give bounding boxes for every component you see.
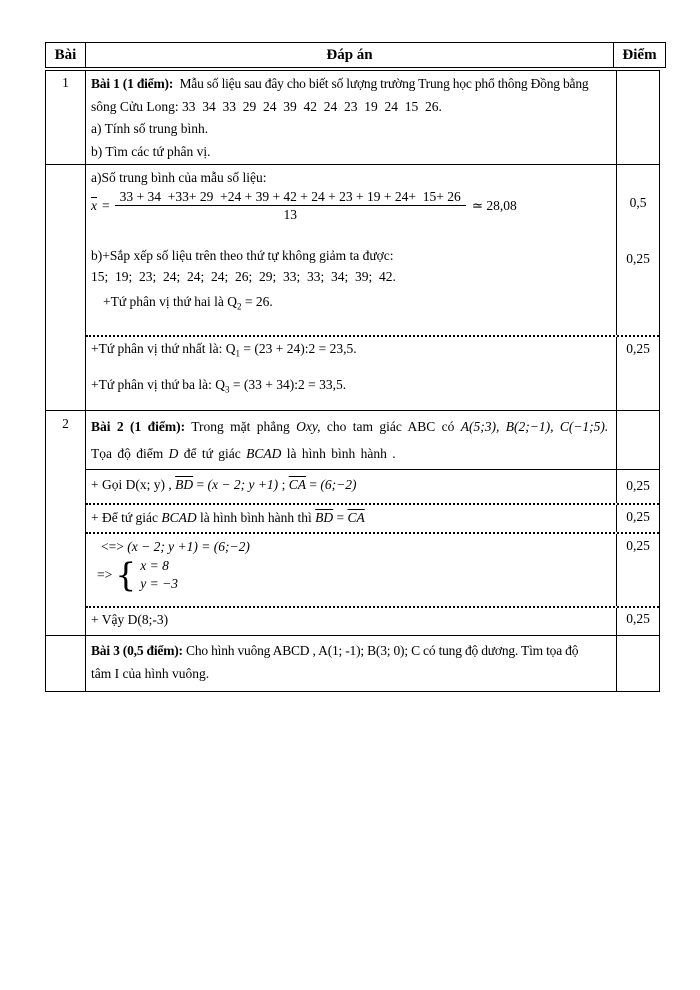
points-value: 0,25 — [626, 509, 650, 524]
bai2-question-points-cell — [617, 411, 659, 469]
bai1-answer-q1: +Tứ phân vị thứ nhất là: $Q_1 = (23$ + 24):2 = 23,5. — [91, 341, 357, 359]
bai2-step2-points-cell — [617, 505, 659, 532]
points-value: 0,25 — [626, 478, 650, 493]
bai2-step4 — [86, 606, 659, 635]
bai2-step1-text: + Gọi D(x; y) , $\overline{BD} = (x - 2$; y +1) ; $\overline{CA}$ = (6;−2) — [91, 477, 357, 492]
bai2-step2-text: + Để tứ giác BCAD là hình bình hành thì $\overline{BD} = \overline{CA}$ — [91, 510, 365, 525]
bai2-step2 — [86, 503, 659, 532]
bai1-question-points-cell — [617, 71, 659, 164]
xbar-symbol: $\overline{x}$ — [91, 197, 97, 213]
bai1-answer-a-title: a)Số trung bình của mẫu số liệu: — [91, 170, 267, 185]
abc-coordinates: A(5;3), B(2;−1), C(−1;5). — [460, 419, 609, 434]
bai1-answer-q2: +Tứ phân vị thứ hai là $Q_2 = 26$. — [103, 294, 273, 312]
bai1-answer-b-line1: b)+Sắp xếp số liệu trên theo thứ tự không giảm ta được: — [91, 248, 394, 263]
bai2-step4-points-cell — [617, 608, 659, 635]
vector-bd: $\overline{BD}$ — [315, 510, 334, 525]
column-header-diem: Điểm — [622, 46, 657, 63]
bai1-question-line4: b) Tìm các tứ phân vị. — [91, 143, 211, 159]
bai1-q13-points-cell — [617, 337, 659, 410]
bai2-step1 — [86, 469, 659, 503]
q2-subscript: 2 — [236, 301, 242, 312]
bai1-answer-number-cell — [46, 165, 86, 410]
bai1-question-line3: a) Tính số trung bình. — [91, 121, 209, 136]
system-eq2: y = −3 — [140, 576, 178, 591]
points-value: 0,25 — [626, 538, 650, 553]
bai3-question-text — [86, 636, 617, 691]
table-header-row — [45, 42, 666, 68]
bai1-question-text — [86, 71, 617, 164]
bai2-question — [86, 411, 659, 469]
bai1-answer-q3: +Tứ phân vị thứ ba là: $Q_3 = (33$ + 34):2 = 33,5. — [91, 376, 347, 395]
bai2-step1-points-cell — [617, 470, 659, 503]
bai3-question-line2: tâm I của hình vuông. — [91, 666, 210, 681]
bai3-question-line1: Cho hình vuông ABCD , A(1; -1); B(3; 0); C có tung độ dương. Tìm tọa độ — [182, 643, 579, 658]
row-bai3 — [46, 635, 659, 691]
implies-arrow: => — [97, 567, 113, 582]
bai2-step3-equation: <=> (x − 2; y +1) = (6;−2) — [101, 539, 250, 554]
points-value-a: 0,5 — [629, 195, 647, 210]
row-bai1-answer — [46, 164, 659, 410]
bai3-points-cell — [617, 636, 659, 691]
points-value-q13: 0,25 — [626, 341, 650, 356]
fraction-denominator: 13 — [283, 207, 297, 222]
points-value-b: 0,25 — [626, 251, 650, 266]
row-bai1-question — [46, 71, 659, 164]
vector-bd: $\overline{BD}$ — [175, 477, 194, 492]
column-header-bai: Bài — [46, 43, 86, 67]
bai1-question-line2: sông Cửu Long: 33 34 33 29 24 39 42 24 23 19 24 15 26. — [91, 98, 442, 114]
q3-subscript: 3 — [224, 384, 230, 395]
column-header-dapan: Đáp án — [86, 43, 614, 67]
fraction-numerator: 33 + 34 +33+ 29 +24 + 39 + 42 + 24 + 23 + 19 + 24+ 15+ 26 — [115, 188, 466, 206]
bai2-step3 — [86, 532, 659, 606]
points-value: 0,25 — [626, 611, 650, 626]
fraction — [115, 188, 466, 223]
vector-ca: $\overline{CA}$ — [288, 477, 306, 492]
bai1-answer-part-a — [86, 165, 659, 335]
equation-system — [97, 557, 616, 593]
bai2-step3-points-cell — [617, 534, 659, 606]
oxy-symbol: Oxy, — [296, 419, 321, 434]
bai3-title: Bài 3 (0,5 điểm): — [91, 643, 183, 658]
bai1-points-cell — [617, 165, 659, 335]
bai2-question-text: Bài 2 (1 điểm): Trong mặt phẳng Oxy, cho tam giác ABC có A(5;3), B(2;−1), C(−1;5). Tọa độ điểm D để tứ giác BCAD là hình bình hành . — [86, 411, 617, 469]
bai1-number-cell: 1 — [46, 71, 86, 164]
bai1-title: Bài 1 (1 điểm): — [91, 76, 174, 91]
mean-formula — [91, 188, 616, 223]
bai2-conclusion: + Vậy D(8;-3) — [91, 612, 169, 627]
bai1-answer-part-q13 — [86, 335, 659, 410]
system-eq1: x = 8 — [140, 558, 169, 573]
bai1-answer-b-sorted-data: 15; 19; 23; 24; 24; 24; 26; 29; 33; 33; 34; 39; 42. — [91, 269, 396, 284]
bai3-number-cell — [46, 636, 86, 691]
vector-ca: $\overline{CA}$ — [347, 510, 365, 525]
approx-result: ≃ 28,08 — [471, 197, 517, 213]
row-bai2 — [46, 410, 659, 635]
equals-sign: = — [102, 197, 110, 213]
bai2-title: Bài 2 (1 điểm): — [91, 419, 186, 434]
table-body — [45, 70, 660, 692]
point-d-symbol: D — [168, 446, 179, 461]
bcad-symbol: BCAD — [246, 446, 282, 461]
system-brace: { — [115, 555, 137, 594]
bai1-question-line1: Mẫu số liệu sau đây cho biết số lượng trường Trung học phổ thông Đồng bằng — [173, 76, 589, 91]
q1-subscript: 1 — [235, 348, 240, 359]
bai2-number-cell: 2 — [46, 411, 86, 635]
